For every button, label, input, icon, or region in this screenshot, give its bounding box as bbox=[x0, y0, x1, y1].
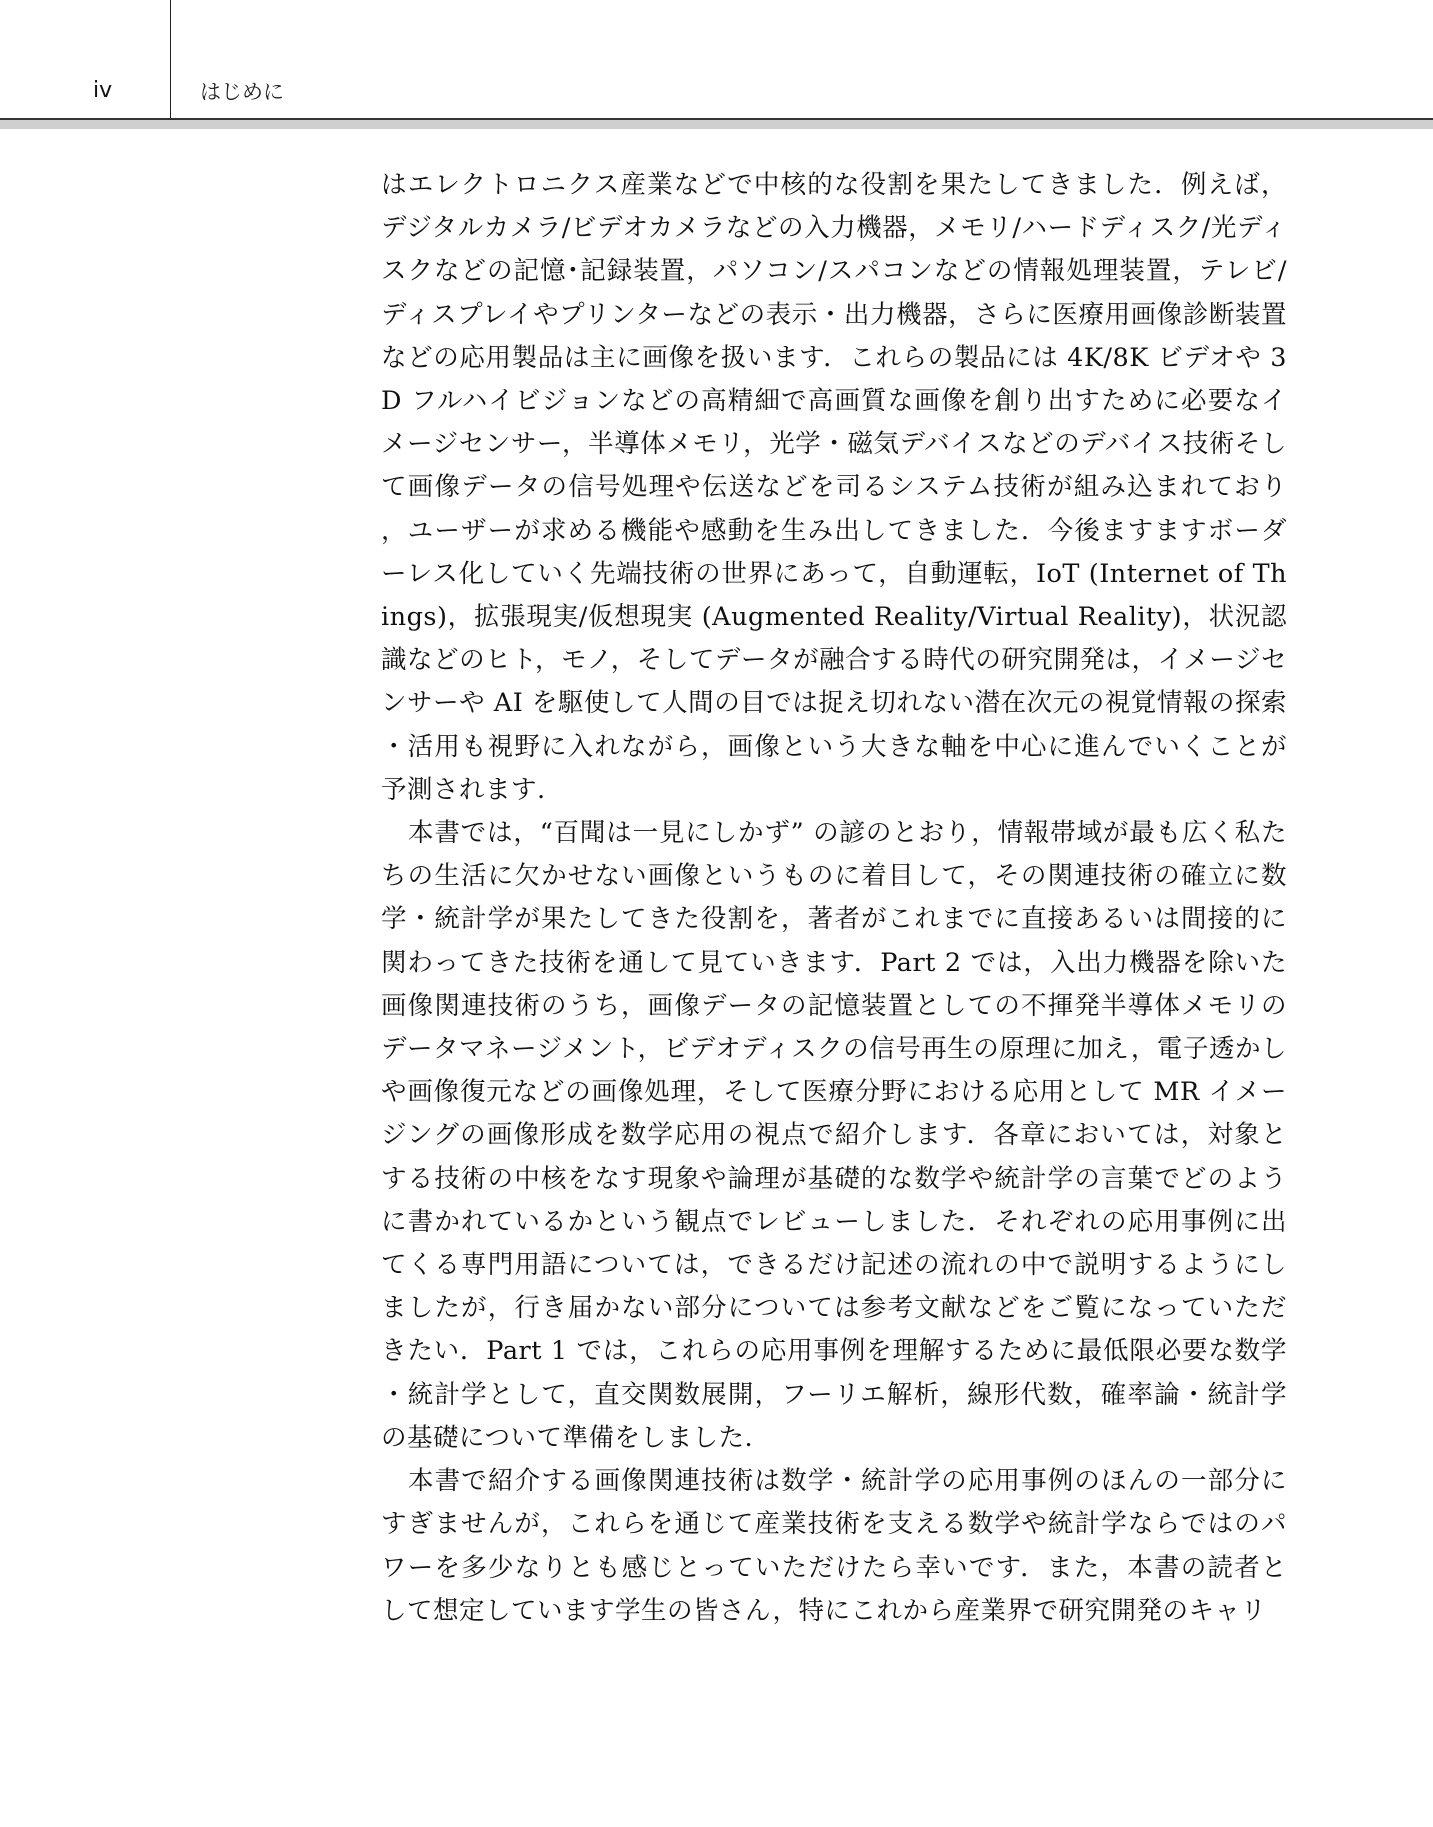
running-head: はじめに bbox=[200, 80, 284, 104]
header-divider-vertical bbox=[170, 0, 171, 118]
header-shade-band bbox=[0, 120, 1433, 129]
paragraph-book-overview: 本書では，“百聞は一見にしかず” の諺のとおり，情報帯域が最も広く私たちの生活に欠かせない画像というものに着目して，その関連技術の確立に数学・統計学が果たしてきた役割を，著者がこれまでに直接あるいは間接的に関わってきた技術を通して見ていきます．Part 2 では，入出力機器を除いた画像関連技術のうち，画像データの記憶装置としての不揮発半導体メモリのデータマネージメント，ビデオディスクの信号再生の原理に加え，電子透かしや画像復元などの画像処理，そして医療分野における応用として MR イメージングの画像形成を数学応用の視点で紹介します．各章においては，対象とする技術の中核をなす現象や論理が基礎的な数学や統計学の言葉でどのように書かれているかという観点でレビューしました．それぞれの応用事例に出てくる専門用語については，できるだけ記述の流れの中で説明するようにしましたが，行き届かない部分については参考文献などをご覧になっていただきたい．Part 1 では，これらの応用事例を理解するために最低限必要な数学・統計学として，直交関数展開，フーリエ解析，線形代数，確率論・統計学の基礎について準備をしました. bbox=[381, 818, 1287, 1453]
page-number: iv bbox=[93, 78, 113, 103]
paragraph-closing: 本書で紹介する画像関連技術は数学・統計学の応用事例のほんの一部分にすぎませんが，これらを通じて産業技術を支える数学や統計学ならではのパワーを多少なりとも感じとっていただけたら幸いです．また，本書の読者として想定しています学生の皆さん，特にこれから産業界で研究開発のキャリ bbox=[381, 1466, 1287, 1626]
body-text bbox=[381, 164, 1287, 1633]
page-header bbox=[0, 0, 1433, 118]
paragraph-continued: はエレクトロニクス産業などで中核的な役割を果たしてきました．例えば，デジタルカメラ/ビデオカメラなどの入力機器，メモリ/ハードディスク/光ディスクなどの記憶･記録装置，パソコン/スパコンなどの情報処理装置，テレビ/ディスプレイやプリンターなどの表示・出力機器，さらに医療用画像診断装置などの応用製品は主に画像を扱います．これらの製品には 4K/8K ビデオや 3D フルハイビジョンなどの高精細で高画質な画像を創り出すために必要なイメージセンサー，半導体メモリ，光学・磁気デバイスなどのデバイス技術そして画像データの信号処理や伝送などを司るシステム技術が組み込まれており，ユーザーが求める機能や感動を生み出してきました．今後ますますボーダーレス化していく先端技術の世界にあって，自動運転，IoT (Internet of Things)，拡張現実/仮想現実 (Augmented Reality/Virtual Reality)，状況認識などのヒト，モノ，そしてデータが融合する時代の研究開発は，イメージセンサーや AI を駆使して人間の目では捉え切れない潜在次元の視覚情報の探索・活用も視野に入れながら，画像という大きな軸を中心に進んでいくことが予測されます. bbox=[381, 170, 1287, 805]
